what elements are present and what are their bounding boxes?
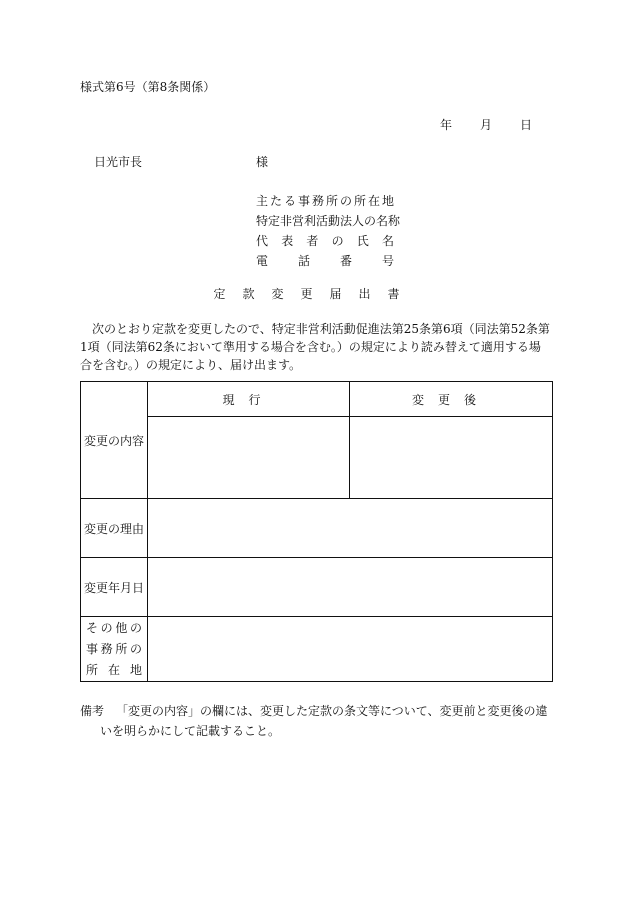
col-head-after — [350, 382, 553, 417]
remarks — [80, 701, 552, 741]
applicant-field-list — [256, 191, 401, 271]
applicant-field-representative: 代表者の氏名 — [256, 234, 394, 248]
addressee-honorific: 様 — [256, 155, 269, 169]
col-head-after-text: 変更後 — [411, 392, 490, 407]
addressee-name: 日光市長 — [94, 155, 143, 169]
body-text: 次のとおり定款を変更したので、特定非営利活動促進法第25条第6項（同法第52条第1項（同法第62条において準用する場合を含む。）の規定により読み替えて適用する場合を含む。）の規定により、届け出ます。 — [80, 322, 550, 372]
applicant-field-address: 主たる事務所の所在地 — [256, 194, 394, 208]
cell-after-content[interactable] — [350, 417, 553, 499]
cell-reason[interactable] — [148, 499, 553, 558]
applicant-field-phone: 電話番号 — [256, 254, 394, 268]
cell-current-content[interactable] — [148, 417, 350, 499]
form-number-label: 様式第6号（第8条関係） — [80, 80, 216, 94]
col-head-current-text: 現行 — [222, 392, 275, 407]
change-table — [80, 381, 553, 682]
cell-other-office[interactable] — [148, 617, 553, 682]
remarks-text: 「変更の内容」の欄には、変更した定款の条文等について、変更前と変更後の違いを明らかにして記載すること。 — [100, 704, 548, 738]
row-head-date: 変更年月日 — [81, 558, 148, 617]
date-month: 月 — [480, 118, 493, 132]
applicant-field-corp-name: 特定非営利活動法人の名称 — [256, 214, 401, 228]
row-head-reason: 変更の理由 — [81, 499, 148, 558]
remarks-label: 備考 — [80, 704, 105, 718]
row-head-other-office — [81, 617, 148, 682]
row-head-other-line3: 所在地 — [86, 662, 142, 677]
row-head-content: 変更の内容 — [81, 382, 148, 499]
document-title — [0, 287, 630, 301]
row-head-other-line2: 事務所の — [86, 641, 142, 656]
date-line — [440, 118, 532, 132]
date-year: 年 — [440, 118, 453, 132]
document-title-text: 定款変更届出書 — [213, 287, 417, 301]
cell-date[interactable] — [148, 558, 553, 617]
col-head-current — [148, 382, 350, 417]
date-day: 日 — [520, 118, 533, 132]
row-head-other-line1: その他の — [86, 620, 142, 635]
